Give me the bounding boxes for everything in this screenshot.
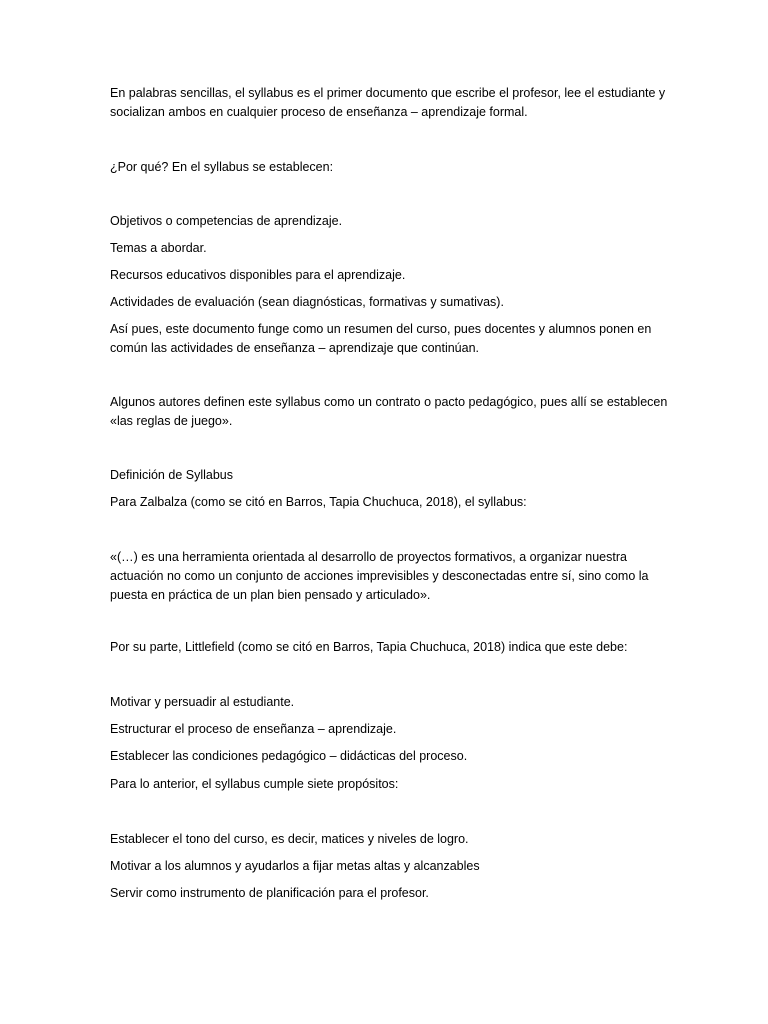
section-heading: Definición de Syllabus bbox=[110, 468, 233, 482]
list-item-motivate: Motivar y persuadir al estudiante. bbox=[110, 695, 295, 709]
list-item-structure: Estructurar el proceso de enseñanza – aprendizaje. bbox=[110, 722, 397, 736]
paragraph-contract: Algunos autores definen este syllabus como un contrato o pacto pedagógico, pues allí se establecen «las reglas de juego». bbox=[110, 395, 668, 428]
paragraph-summary: Así pues, este documento funge como un resumen del curso, pues docentes y alumnos ponen en común las actividades de enseñanza – aprendizaje que continúan. bbox=[110, 322, 652, 355]
list-item-resources: Recursos educativos disponibles para el aprendizaje. bbox=[110, 268, 406, 282]
paragraph-littlefield: Por su parte, Littlefield (como se citó en Barros, Tapia Chuchuca, 2018) indica que este debe: bbox=[110, 640, 628, 654]
paragraph-purposes: Para lo anterior, el syllabus cumple siete propósitos: bbox=[110, 777, 399, 791]
list-item-goals: Motivar a los alumnos y ayudarlos a fijar metas altas y alcanzables bbox=[110, 859, 480, 873]
list-item-conditions: Establecer las condiciones pedagógico – didácticas del proceso. bbox=[110, 749, 468, 763]
list-item-topics: Temas a abordar. bbox=[110, 241, 207, 255]
paragraph-intro: En palabras sencillas, el syllabus es el primer documento que escribe el profesor, lee el estudiante y socializan ambos en cualquier proceso de enseñanza – aprendizaje formal. bbox=[110, 86, 666, 119]
paragraph-question: ¿Por qué? En el syllabus se establecen: bbox=[110, 160, 334, 174]
list-item-tone: Establecer el tono del curso, es decir, matices y niveles de logro. bbox=[110, 832, 469, 846]
list-item-planning: Servir como instrumento de planificación para el profesor. bbox=[110, 886, 429, 900]
list-item-evaluation: Actividades de evaluación (sean diagnósticas, formativas y sumativas). bbox=[110, 295, 504, 309]
list-item-objectives: Objetivos o competencias de aprendizaje. bbox=[110, 214, 343, 228]
paragraph-quote: «(…) es una herramienta orientada al desarrollo de proyectos formativos, a organizar nuestra actuación no como un conjunto de acciones imprevisibles y desconectadas entre sí, sino como la puesta en práctica de un plan bien pensado y articulado». bbox=[110, 550, 649, 602]
paragraph-zalbalza: Para Zalbalza (como se citó en Barros, Tapia Chuchuca, 2018), el syllabus: bbox=[110, 495, 527, 509]
